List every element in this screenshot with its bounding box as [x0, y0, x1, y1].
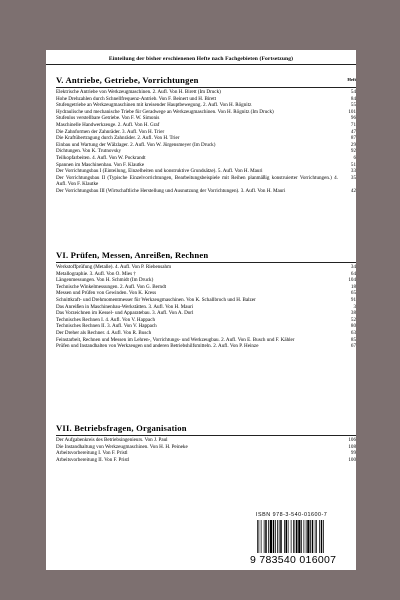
entry-heft-number: 65	[350, 290, 356, 297]
barcode-bar	[273, 520, 275, 553]
barcode-bar	[264, 520, 265, 553]
barcode-bar	[306, 520, 307, 553]
entry-heft-number: 47	[350, 128, 356, 135]
list-item	[56, 290, 356, 297]
barcode-bar	[304, 520, 305, 553]
list-item	[56, 264, 356, 271]
entry-title: Maschinelle Handwerkzeuge. 2. Aufl. Von H. Graf	[56, 121, 160, 128]
entry-title: Spannen im Maschinenbau. Von F. Klautke	[56, 161, 145, 168]
section-rule-v	[56, 87, 356, 88]
list-item	[56, 450, 356, 457]
book-back-cover-page	[46, 50, 356, 570]
entry-heft-number: 51	[350, 161, 356, 168]
barcode-bar	[279, 520, 280, 553]
list-item	[56, 457, 356, 464]
entry-title: Arbeitsvorbereitung I. Von F. Pristl	[56, 450, 128, 457]
entry-title: Messen und Prüfen von Gewinden. Von K. Kress	[56, 290, 157, 297]
entry-heft-number: 29	[350, 141, 356, 148]
entry-title: Der Vorrichtungsbau III (Wirtschaftliche Herstellung und Ausnutzung der Vorrichtungen). 3. Aufl. Von H. Mauri	[56, 187, 286, 194]
entry-title: Der Vorrichtungsbau I (Einteilung, Einzelheiten und konstruktive Grundsätze). 5. Aufl. Von H. Mauri	[56, 168, 263, 175]
entry-title: Stufenlos verstellbare Getriebe. Von F. W. Simonis	[56, 115, 160, 122]
entry-title: Werkstoffprüfung (Metalle). 4. Aufl. Von P. Riebensahm	[56, 264, 172, 270]
barcode-bar	[259, 520, 260, 553]
entry-heft-number: 64	[350, 270, 356, 277]
entry-heft-number: 3	[353, 303, 356, 310]
entry-title: Schnittkraft- und Drehmomentmesser für Werkzeugmaschinen. Von K. Schallbroch und H. Balzer	[56, 296, 256, 303]
barcode-number: 9 783540 016007	[250, 554, 337, 566]
entry-heft-number: 6	[353, 154, 356, 161]
barcode-bar	[312, 520, 314, 553]
barcode-bar	[310, 520, 311, 553]
entry-title: Feinstarbeit, Rechnen und Messen im Lehren-, Vorrichtungs- und Werkzeugbau. 2. Aufl. Von E. Busch und F. Kähler	[56, 336, 295, 343]
entry-title: Der Vorrichtungsbau II (Typische Einzelvorrichtungen, Bearbeitungsbeispiele mit Reihen planmäßig konstruierter Vorrichtungen.) 4. Aufl. Von F. Klautke	[56, 174, 338, 188]
list-item	[56, 168, 356, 175]
list-item	[56, 135, 356, 142]
entry-title: Der Dreher als Rechner. 4. Aufl. Von R. Busch	[56, 329, 152, 336]
entry-title: Das Anreißen in Maschinenbau-Werkstätten. 3. Aufl. Von H. Mauri	[56, 303, 194, 310]
entry-heft-number: 42	[350, 187, 356, 194]
entry-title: Metallographie. 3. Aufl. Von O. Mies †	[56, 270, 136, 277]
entry-heft-number: 96	[350, 115, 356, 122]
barcode-bar	[293, 520, 294, 553]
entry-title: Längenmessungen. Von H. Schmidt (Im Druck)	[56, 277, 154, 284]
heft-column-label: Heft	[347, 77, 356, 82]
entry-title: Hydraulische und mechanische Triebe für Geradwege an Werkzeugmaschinen. Von H. Rögnitz (Im Druck)	[56, 108, 274, 115]
barcode-bar	[265, 520, 267, 553]
barcode-bar	[316, 520, 317, 553]
list-item	[56, 188, 356, 195]
list-item	[56, 148, 356, 155]
barcode-bar	[280, 520, 282, 553]
barcode-bar	[268, 520, 269, 553]
entry-heft-number: 87	[350, 135, 356, 142]
list-item	[56, 175, 356, 188]
section-title-vii: VII. Betriebsfragen, Organisation	[56, 423, 187, 433]
barcode-image	[256, 520, 351, 553]
entry-heft-number: 38	[350, 310, 356, 317]
list-item	[56, 323, 356, 330]
list-item	[56, 444, 356, 451]
entry-title: Teilkopfarbeiten. 4. Aufl. Von W. Pockrandt	[56, 154, 146, 161]
section-rule-vi	[56, 262, 356, 263]
barcode-bar	[319, 520, 320, 553]
list-item	[56, 89, 356, 96]
list-item	[56, 142, 356, 149]
list-item	[56, 437, 356, 444]
entry-heft-number: 33	[350, 168, 356, 175]
entry-title: Dichtungen. Von K. Trutnovsky	[56, 148, 122, 155]
barcode-bar	[301, 520, 302, 553]
header-rule	[46, 64, 356, 65]
isbn-text: ISBN 978-3-540-01600-7	[256, 512, 328, 518]
entry-title: Technisches Rechnen II. 3. Aufl. Von V. Happach	[56, 323, 157, 330]
section-entries-v	[56, 89, 356, 195]
entry-heft-number: 101	[348, 108, 356, 115]
entry-heft-number: 85	[350, 336, 356, 343]
entry-heft-number: 71	[350, 121, 356, 128]
entry-title: Der Aufgabenkreis des Betriebsingenieurs. Von J. Paul	[56, 437, 168, 443]
entry-heft-number: 55	[350, 102, 356, 109]
entry-heft-number: 63	[350, 329, 356, 336]
barcode-bar	[323, 520, 324, 553]
entry-title: Prüfen und Instandhalten von Werkzeugen und anderen Betriebshilfsmitteln. 2. Aufl. Von P. Heinze	[56, 343, 259, 350]
entry-heft-number: 54	[350, 89, 356, 95]
entry-heft-number: 80	[350, 323, 356, 330]
section-rule-vii	[56, 435, 356, 436]
entry-heft-number: 18	[350, 283, 356, 290]
section-title-vi: VI. Prüfen, Messen, Anreißen, Rechnen	[56, 250, 209, 260]
barcode-bar	[298, 520, 300, 553]
entry-heft-number: 108	[348, 443, 356, 450]
section-entries-vii	[56, 437, 356, 463]
barcode-bar	[321, 520, 323, 553]
entry-title: Technische Winkelmessungen. 2. Aufl. Von G. Berndt	[56, 283, 167, 290]
barcode-bar	[284, 520, 285, 553]
barcode-bar	[261, 520, 262, 553]
entry-title: Hohe Drehzahlen durch Schnellfrequenz-Antrieb. Von F. Beinert und H. Birett	[56, 95, 217, 102]
barcode-bar	[307, 520, 309, 553]
entry-title: Einbau und Wartung der Wälzlager. 2. Aufl. Von W. Jürgensmeyer (Im Druck)	[56, 141, 216, 148]
entry-heft-number: 52	[350, 316, 356, 323]
entry-heft-number: 35	[350, 174, 356, 181]
entry-heft-number: 106	[348, 437, 356, 443]
entry-heft-number: 34	[350, 264, 356, 270]
entry-title: Technisches Rechnen I. 4. Aufl. Von V. Happach	[56, 316, 155, 323]
section-title-v: V. Antriebe, Getriebe, Vorrichtungen	[56, 75, 199, 85]
barcode-bar	[257, 520, 258, 553]
entry-heft-number: 67	[350, 343, 356, 350]
entry-title: Stufengetriebe an Werkzeugmaschinen mit kreisender Hauptbewegung. 2. Aufl. Von H. Rögnitz	[56, 102, 252, 109]
list-item	[56, 343, 356, 350]
entry-title: Das Vorzeichnen im Kessel- und Apparatebau. 3. Aufl. Von A. Dorl	[56, 310, 194, 317]
entry-title: Elektrische Antriebe von Werkzeugmaschinen. 2. Aufl. Von H. Birett (Im Druck)	[56, 89, 221, 95]
list-item	[56, 330, 356, 337]
entry-title: Arbeitsvorbereitung II. Von F. Pristl	[56, 456, 130, 463]
entry-heft-number: 99	[350, 450, 356, 457]
barcode-bar	[286, 520, 288, 553]
entry-title: Die Zahnformen der Zahnräder. 3. Aufl. Von H. Trier	[56, 128, 165, 135]
entry-heft-number: 92	[350, 148, 356, 155]
section-entries-vi	[56, 264, 356, 350]
list-item	[56, 155, 356, 162]
entry-heft-number: 104	[348, 277, 356, 284]
entry-title: Die Instandhaltung von Werkzeugmaschinen. Von H. H. Peineke	[56, 443, 188, 450]
barcode-bar	[296, 520, 298, 553]
list-item	[56, 102, 356, 109]
list-item	[56, 115, 356, 122]
entry-heft-number: 84	[350, 95, 356, 102]
list-item	[56, 122, 356, 129]
barcode-bar	[288, 520, 289, 553]
entry-heft-number: 91	[350, 296, 356, 303]
entry-heft-number: 100	[348, 456, 356, 463]
list-item	[56, 297, 356, 304]
barcode-bar	[277, 520, 278, 553]
entry-title: Die Kraftübertragung durch Zahnräder. 2. Aufl. Von H. Trier	[56, 135, 180, 142]
barcode-bar	[315, 520, 316, 553]
barcode-bar	[275, 520, 276, 553]
list-item	[56, 310, 356, 317]
list-item	[56, 277, 356, 284]
barcode-bar	[291, 520, 292, 553]
barcode-bar	[295, 520, 296, 553]
page-header: Einteilung der bisher erschienenen Hefte nach Fachgebieten (Fortsetzung)	[108, 56, 294, 62]
barcode-bar	[270, 520, 272, 553]
